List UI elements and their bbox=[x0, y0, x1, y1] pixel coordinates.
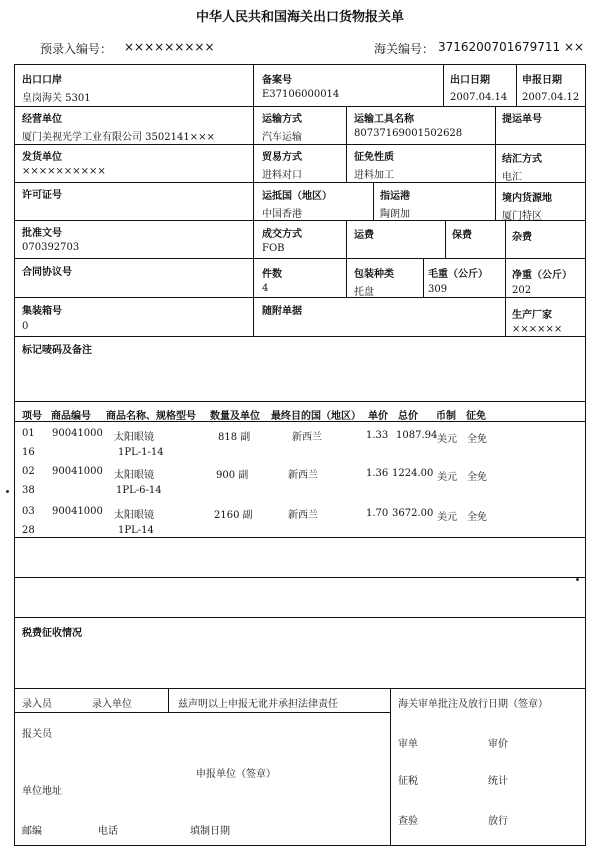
scan-speck bbox=[6, 490, 9, 493]
settlement-label: 结汇方式 bbox=[502, 154, 542, 165]
port-of-dest-label: 指运港 bbox=[380, 191, 410, 202]
source-place-label: 境内货源地 bbox=[502, 193, 552, 204]
col-line bbox=[346, 220, 347, 258]
declarer-label: 报关员 bbox=[22, 729, 52, 740]
table-row[interactable] bbox=[0, 506, 600, 542]
declare-date-value[interactable]: 2007.04.12 bbox=[522, 92, 580, 103]
col-name-spec: 商品名称、规格型号 bbox=[106, 411, 196, 422]
col-code: 商品编号 bbox=[51, 411, 91, 422]
pre-entry-label: 预录入编号： bbox=[40, 42, 113, 56]
item-currency: 美元 bbox=[437, 512, 457, 523]
item-currency: 美元 bbox=[437, 472, 457, 483]
table-row[interactable] bbox=[0, 466, 600, 502]
approval-no-label: 批准文号 bbox=[22, 228, 62, 239]
page-title: 中华人民共和国海关出口货物报关单 bbox=[195, 10, 404, 25]
source-place-value[interactable]: 厦门特区 bbox=[502, 211, 542, 222]
col-line bbox=[495, 106, 496, 182]
item-country: 新西兰 bbox=[292, 432, 322, 443]
approval-no-value[interactable]: 070392703 bbox=[22, 242, 80, 253]
col-line bbox=[445, 220, 446, 258]
license-no-label: 许可证号 bbox=[22, 190, 62, 201]
item-currency: 美元 bbox=[437, 434, 457, 445]
tax-nature-label: 征免性质 bbox=[354, 152, 394, 163]
export-port-value[interactable]: 皇岗海关 5301 bbox=[22, 93, 91, 104]
row-line bbox=[14, 712, 390, 713]
entry-unit-label: 录入单位 bbox=[92, 699, 132, 710]
statistics-label: 统计 bbox=[488, 776, 508, 787]
transport-tool-value[interactable]: 80737169001502628 bbox=[354, 128, 463, 139]
item-tax: 全免 bbox=[467, 434, 487, 445]
package-type-value[interactable]: 托盘 bbox=[354, 287, 374, 298]
transport-mode-value[interactable]: 汽车运输 bbox=[262, 132, 302, 143]
row-line bbox=[14, 106, 586, 107]
pieces-label: 件数 bbox=[262, 269, 282, 280]
container-no-label: 集装箱号 bbox=[22, 306, 62, 317]
item-code: 90041000 bbox=[52, 506, 103, 517]
item-tax: 全免 bbox=[467, 472, 487, 483]
row-line bbox=[14, 336, 586, 337]
item-qty: 2160 副 bbox=[214, 510, 253, 521]
item-total: 1087.94 bbox=[396, 430, 438, 441]
operator-value[interactable]: 厦门美视光学工业有限公司 3502141××× bbox=[22, 132, 215, 143]
customs-no-label: 海关编号： bbox=[374, 42, 435, 56]
row-line bbox=[14, 401, 586, 402]
release-label: 放行 bbox=[488, 816, 508, 827]
tax-section-label: 税费征收情况 bbox=[22, 628, 82, 639]
net-weight-value[interactable]: 202 bbox=[512, 285, 532, 296]
declaring-unit-label: 申报单位（签章） bbox=[196, 769, 276, 780]
phone-label: 电话 bbox=[98, 826, 118, 837]
shipper-value[interactable]: ×××××××××× bbox=[22, 166, 106, 177]
row-line bbox=[14, 182, 586, 183]
item-unit-price: 1.70 bbox=[366, 508, 389, 519]
item-code: 90041000 bbox=[52, 466, 103, 477]
item-total: 1224.00 bbox=[392, 468, 434, 479]
item-qty: 900 副 bbox=[216, 470, 249, 481]
declare-date-label: 申报日期 bbox=[522, 75, 562, 86]
item-qty: 818 副 bbox=[218, 432, 251, 443]
row-line bbox=[14, 220, 586, 221]
record-no-label: 备案号 bbox=[262, 75, 292, 86]
transport-mode-label: 运输方式 bbox=[262, 114, 302, 125]
col-line bbox=[505, 220, 506, 258]
col-unit-price: 单价 bbox=[368, 411, 388, 422]
unit-address-label: 单位地址 bbox=[22, 786, 62, 797]
item-code: 90041000 bbox=[52, 428, 103, 439]
item-spec: 1PL-14 bbox=[118, 525, 154, 536]
customs-approval-label: 海关审单批注及放行日期（签章） bbox=[398, 699, 548, 710]
manufacturer-value[interactable]: ×××××× bbox=[512, 324, 563, 335]
scan-speck bbox=[576, 578, 579, 581]
col-line bbox=[373, 182, 374, 220]
misc-fee-label: 杂费 bbox=[512, 232, 532, 243]
item-no: 02 bbox=[22, 466, 35, 477]
col-line bbox=[516, 64, 517, 106]
item-country: 新西兰 bbox=[288, 470, 318, 481]
item-spec: 1PL-1-14 bbox=[118, 447, 164, 458]
col-line bbox=[346, 258, 347, 297]
gross-weight-value[interactable]: 309 bbox=[428, 284, 448, 295]
col-line bbox=[505, 258, 506, 297]
gross-weight-label: 毛重（公斤） bbox=[428, 269, 488, 280]
shipper-label: 发货单位 bbox=[22, 152, 62, 163]
inspection-label: 查验 bbox=[398, 816, 418, 827]
col-line bbox=[423, 258, 424, 297]
declaration-text: 兹声明以上申报无讹并承担法律责任 bbox=[178, 699, 338, 710]
col-currency: 币制 bbox=[436, 411, 456, 422]
destination-country-label: 运抵国（地区） bbox=[262, 191, 332, 202]
fill-date-label: 填制日期 bbox=[190, 826, 230, 837]
col-tax: 征免 bbox=[466, 411, 486, 422]
manufacturer-label: 生产厂家 bbox=[512, 310, 552, 321]
review-label: 审单 bbox=[398, 739, 418, 750]
item-no: 01 bbox=[22, 428, 35, 439]
pricing-label: 审价 bbox=[488, 739, 508, 750]
row-line bbox=[14, 577, 586, 578]
tax-levy-label: 征税 bbox=[398, 776, 418, 787]
item-unit-price: 1.36 bbox=[366, 468, 389, 479]
export-date-label: 出口日期 bbox=[450, 75, 490, 86]
item-country: 新西兰 bbox=[288, 510, 318, 521]
port-of-dest-value[interactable]: 陶朗加 bbox=[380, 209, 410, 220]
item-name: 太阳眼镜 bbox=[114, 432, 154, 443]
pieces-value[interactable]: 4 bbox=[262, 283, 269, 294]
row-line bbox=[14, 258, 586, 259]
settlement-value[interactable]: 电汇 bbox=[502, 172, 522, 183]
col-dest-country: 最终目的国（地区） bbox=[271, 411, 361, 422]
col-total-price: 总价 bbox=[398, 411, 418, 422]
item-total: 3672.00 bbox=[392, 508, 434, 519]
row-line bbox=[14, 617, 586, 618]
contract-no-label: 合同协议号 bbox=[22, 267, 72, 278]
operator-label: 经营单位 bbox=[22, 114, 62, 125]
col-line bbox=[390, 688, 391, 846]
trade-mode-value[interactable]: 进料对口 bbox=[262, 170, 302, 181]
freight-label: 运费 bbox=[354, 230, 374, 241]
package-type-label: 包装种类 bbox=[354, 269, 394, 280]
col-qty-unit: 数量及单位 bbox=[210, 411, 260, 422]
col-line bbox=[253, 64, 254, 336]
item-tax: 全免 bbox=[467, 512, 487, 523]
table-row[interactable] bbox=[0, 428, 600, 464]
deal-mode-value[interactable]: FOB bbox=[262, 243, 285, 254]
row-line bbox=[14, 144, 586, 145]
col-line bbox=[346, 106, 347, 182]
row-line bbox=[14, 688, 586, 689]
row-line bbox=[14, 297, 586, 298]
item-seq: 16 bbox=[22, 447, 35, 458]
col-line bbox=[505, 297, 506, 336]
attached-docs-label: 随附单据 bbox=[262, 306, 302, 317]
export-date-value[interactable]: 2007.04.14 bbox=[450, 92, 508, 103]
customs-number: 3716200701679711 ×× bbox=[438, 40, 585, 54]
destination-country-value[interactable]: 中国香港 bbox=[262, 209, 302, 220]
postcode-label: 邮编 bbox=[22, 826, 42, 837]
item-seq: 38 bbox=[22, 485, 35, 496]
pre-entry-number: ××××××××× bbox=[124, 40, 215, 54]
insurance-label: 保费 bbox=[452, 230, 472, 241]
item-no: 03 bbox=[22, 506, 35, 517]
trade-mode-label: 贸易方式 bbox=[262, 152, 302, 163]
record-no-value[interactable]: E37106000014 bbox=[262, 89, 340, 100]
container-no-value[interactable]: 0 bbox=[22, 321, 29, 332]
col-item-no: 项号 bbox=[22, 411, 42, 422]
tax-nature-value[interactable]: 进料加工 bbox=[354, 170, 394, 181]
export-port-label: 出口口岸 bbox=[22, 75, 62, 86]
transport-tool-label: 运输工具名称 bbox=[354, 114, 414, 125]
item-seq: 28 bbox=[22, 525, 35, 536]
item-name: 太阳眼镜 bbox=[114, 470, 154, 481]
item-unit-price: 1.33 bbox=[366, 430, 389, 441]
bill-no-label: 提运单号 bbox=[502, 114, 542, 125]
item-name: 太阳眼镜 bbox=[114, 510, 154, 521]
deal-mode-label: 成交方式 bbox=[262, 229, 302, 240]
net-weight-label: 净重（公斤） bbox=[512, 270, 572, 281]
col-line bbox=[495, 182, 496, 220]
col-line bbox=[168, 688, 169, 712]
item-spec: 1PL-6-14 bbox=[116, 485, 162, 496]
marks-label: 标记唛码及备注 bbox=[22, 345, 92, 356]
col-line bbox=[443, 64, 444, 106]
entry-person-label: 录入员 bbox=[22, 699, 52, 710]
